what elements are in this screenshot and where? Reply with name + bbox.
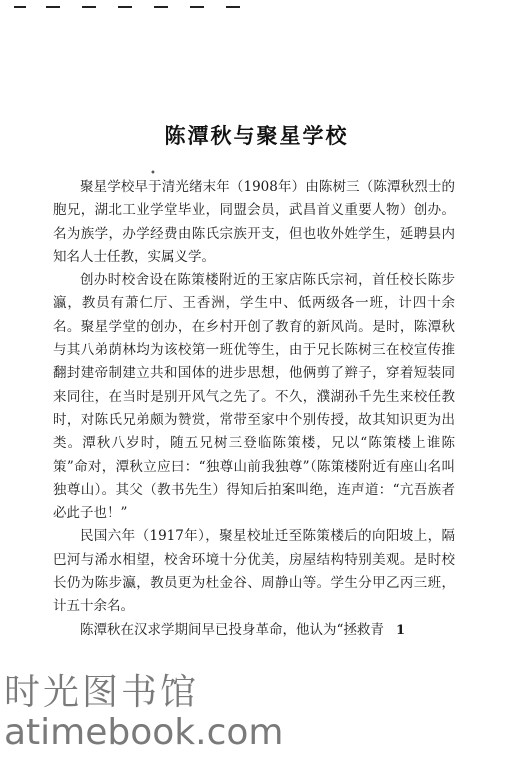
paragraph: 创办时校舍设在陈策楼附近的王家店陈氏宗祠，首任校长陈步瀛，教员有萧仁厅、王香洲，学生中、低两级各一班，计四十余名。聚星学堂的创办，在乡村开创了教育的新风尚。是时，陈潭秋与其八弟荫林均为该校第一班优等生，由于兄长陈树三在校宣传推翻封建帝制建立共和国体的进步思想，他俩剪了辫子，穿着短装同来同往，在当时是别开风气之先了。不久，濮湖孙千先生来校任教时，对陈氏兄弟颇为赞赏，常带至家中个别传授，故其知识更为出类。潭秋八岁时，随五兄树三登临陈策楼，兄以“陈策楼上谁陈策”命对，潭秋立应曰：“独尊山前我独尊”（陈策楼附近有座山名叫独尊山）。其父（教书先生）得知后拍案叫绝，连声道：“亢吾族者必此子也！”	[53, 272, 455, 522]
paragraph: 陈潭秋在汉求学期间早已投身革命，他认为“拯救青	[80, 621, 384, 638]
page-number: 1	[396, 623, 406, 638]
scan-speck: •	[150, 168, 156, 179]
scan-edge-marks	[14, 6, 264, 14]
watermark-domain: atimebook.com	[4, 712, 284, 753]
page-title: 陈潭秋与聚星学校	[164, 124, 349, 148]
watermark-chinese: 时光图书馆	[4, 672, 200, 713]
body-text	[53, 176, 455, 642]
paragraph: 聚星学校早于清光绪末年（1908年）由陈树三（陈潭秋烈士的胞兄，湖北工业学堂毕业，同盟会员，武昌首义重要人物）创办。名为族学，办学经费由陈氏宗族开支，但也收外姓学生，延聘县内知名人士任教，实属义学。	[53, 179, 455, 265]
paragraph: 民国六年（1917年），聚星校址迁至陈策楼后的向阳坡上，隔巴河与浠水相望，校舍环境十分优美，房屋结构特别美观。是时校长仍为陈步瀛，教员更为杜金谷、周静山等。学生分甲乙丙三班，计五十余名。	[53, 528, 455, 615]
watermark	[0, 660, 513, 768]
